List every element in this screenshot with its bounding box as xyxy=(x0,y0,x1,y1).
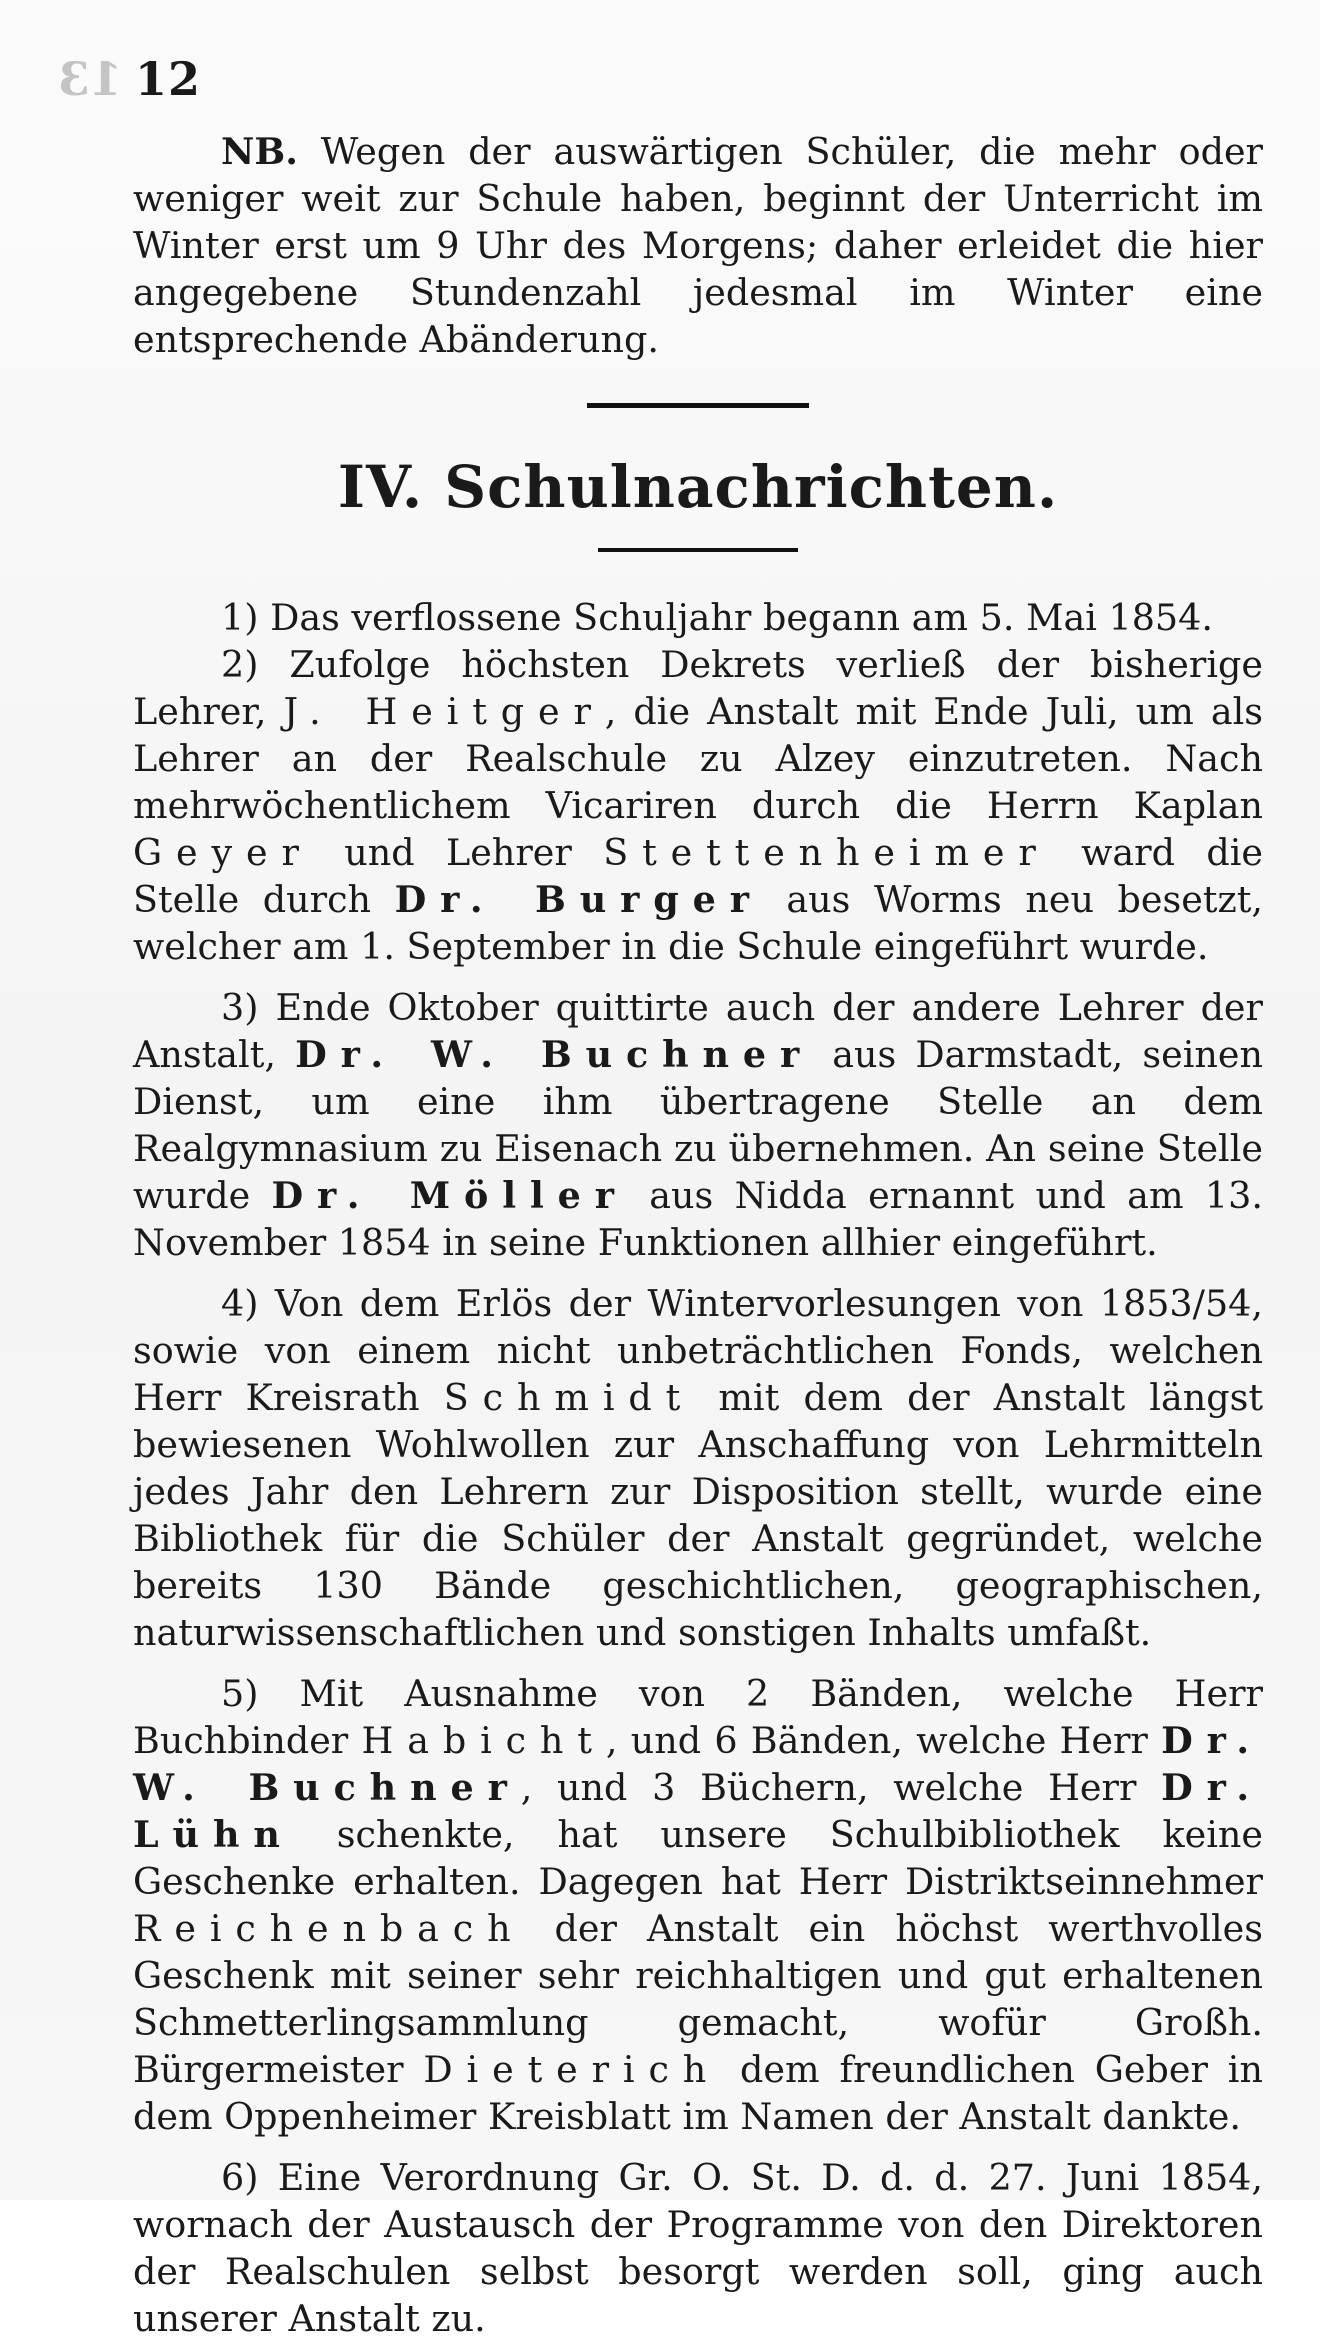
paragraph-5-text: dem freundlichen Geber in dem Oppenheimer Kreisblatt im Namen der Anstalt dankte. xyxy=(133,2048,1263,2138)
section-rule-bottom xyxy=(598,548,798,552)
paragraph-6: 6) Eine Verordnung Gr. O. St. D. d. d. 27. Juni 1854, wornach der Austausch der Programme von den Direktoren der Realschulen selbst besorgt werden soll, ging auch unserer Anstalt zu. xyxy=(133,2156,1263,2340)
paragraph-5 xyxy=(133,1670,1263,2140)
paragraph-2-text: und Lehrer xyxy=(312,831,604,874)
paragraph-2-text: 2) Zufolge höchsten Dekrets verließ der bisherige Lehrer, xyxy=(133,643,1263,733)
name-schmidt: Schmidt xyxy=(443,1376,695,1419)
page-number: 12 xyxy=(135,52,202,106)
name-buchner: Dr. W. Buchner xyxy=(295,1033,814,1076)
name-heitger: J. Heitger xyxy=(283,690,605,733)
paragraph-3-text: aus Darmstadt, seinen Dienst, um eine ihm übertragene Stelle an dem Realgymnasium zu Eisenach zu übernehmen. An seine Stelle wurde xyxy=(133,1033,1263,1217)
paragraph-2-text: aus Worms neu besetzt, welcher am 1. September in die Schule eingeführt wurde. xyxy=(133,878,1263,968)
section-rule-top xyxy=(587,403,809,408)
paragraph-3 xyxy=(133,984,1263,1266)
paragraph-1: 1) Das verflossene Schuljahr begann am 5. Mai 1854. xyxy=(221,596,1213,639)
name-luehn: Dr. Lühn xyxy=(133,1766,1264,1856)
section-heading: IV. Schulnachrichten. xyxy=(337,453,1059,521)
paragraph-4 xyxy=(133,1280,1263,1656)
name-buchner-2: Dr. W. Buchner xyxy=(133,1719,1263,1809)
nb-note xyxy=(133,128,1263,363)
paragraph-5-text: 5) Mit Ausnahme von 2 Bänden, welche Herr Buchbinder xyxy=(133,1672,1263,1762)
name-reichenbach: Reichenbach xyxy=(133,1907,525,1950)
name-moeller: Dr. Möller xyxy=(271,1174,628,1217)
paragraph-2-text: , die Anstalt mit Ende Juli, um als Lehrer an der Realschule zu Alzey einzutreten. Nach mehrwöchentlichem Vicariren durch die Herrn Kaplan xyxy=(133,690,1263,827)
paragraph-5-text: der Anstalt ein höchst werthvolles Geschenk mit seiner sehr reichhaltigen und gut erhaltenen Schmetterlingsammlung gemacht, wofür Großh. Bürgermeister xyxy=(133,1907,1263,2091)
nb-note-text: Wegen der auswärtigen Schüler, die mehr oder weniger weit zur Schule haben, beginnt der Unterricht im Winter erst um 9 Uhr des Morgens; daher erleidet die hier angegebene Stundenzahl jedesmal im Winter eine entsprechende Abänderung. xyxy=(133,130,1263,361)
paragraph-4-text: mit dem der Anstalt längst bewiesenen Wohlwollen zur Anschaffung von Lehrmitteln jedes Jahr den Lehrern zur Disposition stellt, wurde eine Bibliothek für die Schüler der Anstalt gegründet, welche bereits 130 Bände geschichtlichen, geographischen, naturwissenschaftlichen und sonstigen Inhalts umfaßt. xyxy=(133,1376,1264,1654)
paragraph-4-text: 4) Von dem Erlös der Wintervorlesungen von 1853/54, sowie von einem nicht unbeträchtlichen Fonds, welchen Herr Kreisrath xyxy=(133,1282,1263,1419)
paragraph-5-text: , und 3 Büchern, welche Herr xyxy=(520,1766,1162,1809)
name-habicht: Habicht xyxy=(361,1719,606,1762)
paragraph-3-text: 3) Ende Oktober quittirte auch der andere Lehrer der Anstalt, xyxy=(133,986,1263,1076)
page-body xyxy=(133,128,1263,2342)
paragraph-2-text: ward die Stelle durch xyxy=(133,831,1263,921)
name-geyer: Geyer xyxy=(133,831,313,874)
paragraph-5-text: schenkte, hat unsere Schulbibliothek keine Geschenke erhalten. Dagegen hat Herr Distriktseinnehmer xyxy=(133,1813,1263,1903)
name-burger: Dr. Burger xyxy=(394,878,763,921)
paragraph-2 xyxy=(133,641,1263,970)
name-stettenheimer: Stettenheimer xyxy=(603,831,1050,874)
nb-marker: NB. xyxy=(221,130,298,173)
paragraph-3-text: aus Nidda ernannt und am 13. November 1854 in seine Funktionen allhier eingeführt. xyxy=(133,1174,1263,1264)
name-dieterich: Dieterich xyxy=(423,2048,721,2091)
paragraph-5-text: , und 6 Bänden, welche Herr xyxy=(605,1719,1162,1762)
page-number-bleed: 13 xyxy=(58,52,123,106)
